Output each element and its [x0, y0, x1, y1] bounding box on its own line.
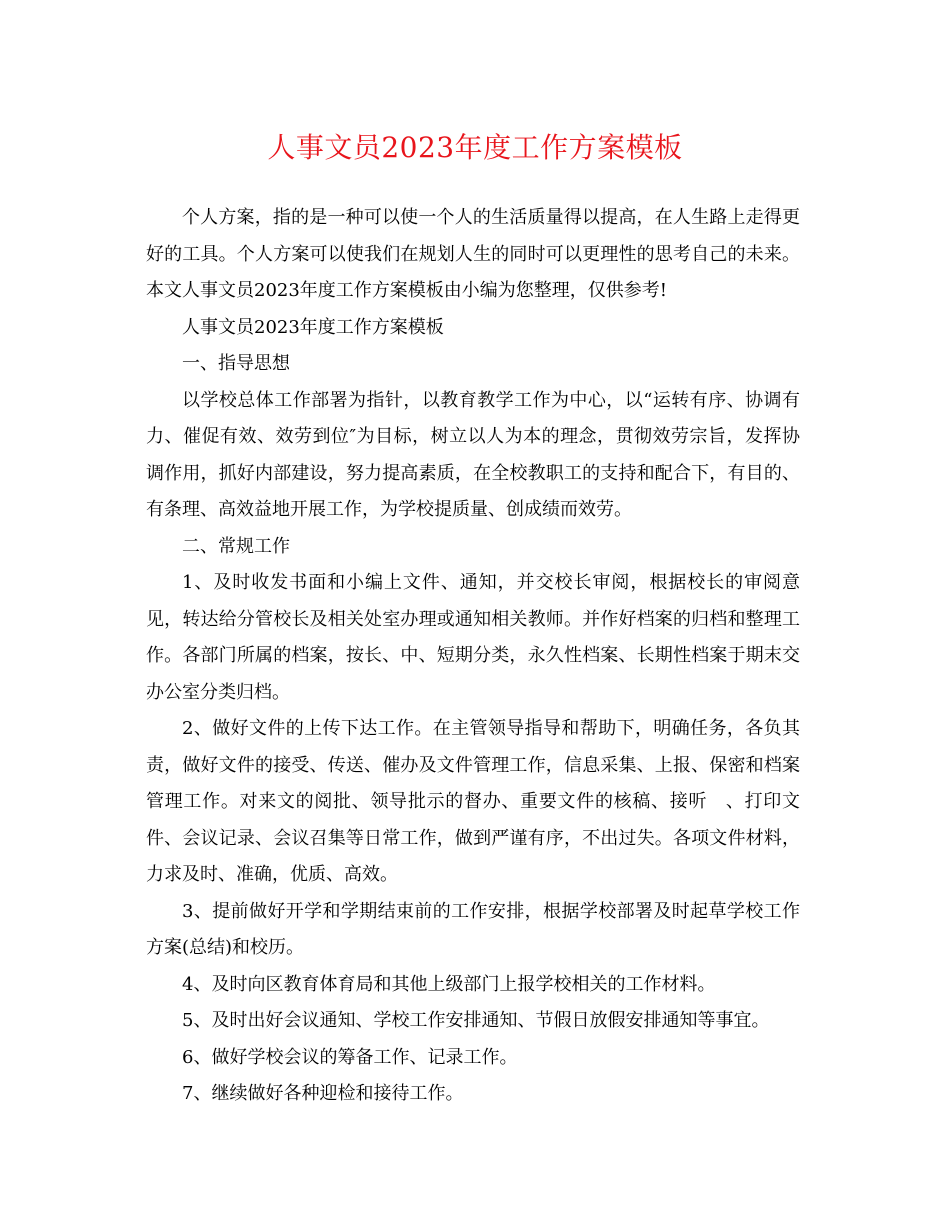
document-title: 人事文员2023年度工作方案模板 — [267, 131, 683, 164]
list-item-6: 6、做好学校会议的筹备工作、记录工作。 — [182, 1046, 518, 1068]
section-heading-guiding-ideology: 一、指导思想 — [182, 353, 290, 374]
list-item-4: 4、及时向区教育体育局和其他上级部门上报学校相关的工作材料。 — [182, 973, 716, 995]
document-body — [146, 200, 800, 1113]
list-item-5: 5、及时出好会议通知、学校工作安排通知、节假日放假安排通知等事宜。 — [182, 1010, 770, 1031]
list-item-2: 2、做好文件的上传下达工作。在主管领导指导和帮助下，明确任务，各负其责，做好文件的接受、传送、催办及文件管理工作，信息采集、上报、保密和档案管理工作。对来文的阅批、领导批示的督办、重要文件的核稿、接听 、打印文件、会议记录、会议召集等日常工作，做到严谨有序，不出过失。各项文件材料，力求及时、准确，优质、高效。 — [146, 718, 800, 885]
section-heading-routine-work: 二、常规工作 — [182, 535, 290, 557]
list-item-1: 1、及时收发书面和小编上文件、通知，并交校长审阅，根据校长的审阅意见，转达给分管校长及相关处室办理或通知相关教师。并作好档案的归档和整理工作。各部门所属的档案，按长、中、短期分类，永久性档案、长期性档案于期末交办公室分类归档。 — [146, 572, 800, 703]
list-item-7: 7、继续做好各种迎检和接待工作。 — [182, 1083, 464, 1104]
list-item-3: 3、提前做好开学和学期结束前的工作安排，根据学校部署及时起草学校工作方案(总结)和校历。 — [146, 900, 800, 958]
paragraph-guiding-ideology: 以学校总体工作部署为指针，以教育教学工作为中心，以“运转有序、协调有力、催促有效、效劳到位″为目标，树立以人为本的理念，贯彻效劳宗旨，发挥协调作用，抓好内部建设，努力提高素质，在全校教职工的支持和配合下，有目的、有条理、高效益地开展工作，为学校提质量、创成绩而效劳。 — [146, 389, 800, 520]
paragraph-subtitle: 人事文员2023年度工作方案模板 — [182, 316, 444, 338]
paragraph-intro: 个人方案，指的是一种可以使一个人的生活质量得以提高，在人生路上走得更好的工具。个人方案可以使我们在规划人生的同时可以更理性的思考自己的未来。本文人事文员2023年度工作方案模板由小编为您整理，仅供参考! — [146, 207, 800, 301]
